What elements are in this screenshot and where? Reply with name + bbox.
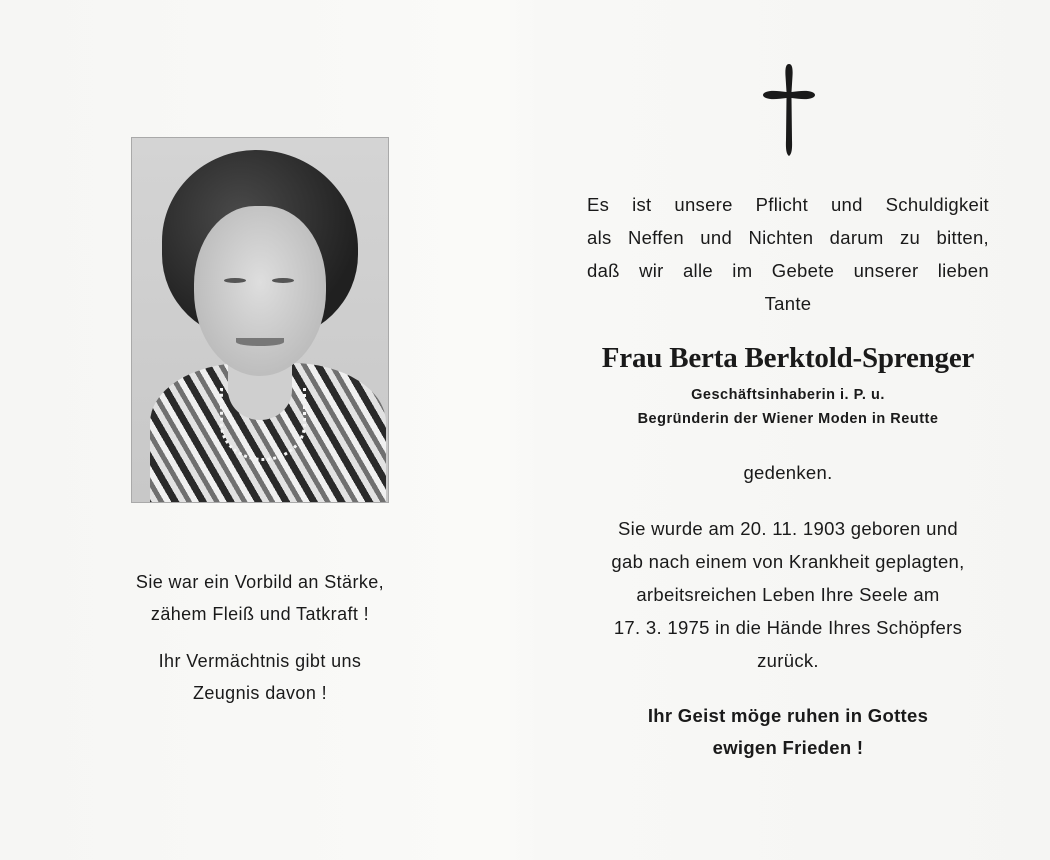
cross-icon <box>759 62 819 158</box>
quote-line: Sie war ein Vorbild an Stärke, <box>135 572 385 592</box>
right-panel <box>525 0 1050 860</box>
closing-blessing <box>565 700 1011 764</box>
bio-line: Sie wurde am 20. 11. 1903 geboren und <box>618 518 958 539</box>
quote-strength <box>80 566 440 630</box>
intro-text <box>587 188 989 320</box>
intro-line-2: als Neffen und Nichten darum zu bitten, <box>587 227 989 248</box>
closing-line: Ihr Geist möge ruhen in Gottes <box>647 705 929 726</box>
quote-line: zähem Fleiß und Tatkraft ! <box>150 604 370 624</box>
deceased-name: Frau Berta Berktold-Sprenger <box>601 342 975 374</box>
closing-line: ewigen Frieden ! <box>712 737 864 758</box>
quote-legacy <box>80 645 440 709</box>
occupation-line-1: Geschäftsinhaberin i. P. u. <box>691 387 885 403</box>
bio-line: 17. 3. 1975 in die Hände Ihres Schöpfers <box>613 617 963 638</box>
quote-line: Zeugnis davon ! <box>192 683 328 703</box>
intro-line-4: Tante <box>764 293 812 314</box>
biography-text <box>587 512 989 677</box>
occupation-line-2: Begründerin der Wiener Moden in Reutte <box>637 411 939 427</box>
bio-line: zurück. <box>757 650 819 671</box>
intro-line-3: daß wir alle im Gebete unserer lieben <box>587 260 989 281</box>
bio-line: gab nach einem von Krankheit geplagten, <box>611 551 965 572</box>
intro-line-1: Es ist unsere Pflicht und Schuldigkeit <box>587 194 989 215</box>
portrait-photo <box>131 137 389 503</box>
quote-line: Ihr Vermächtnis gibt uns <box>158 651 362 671</box>
bio-line: arbeitsreichen Leben Ihre Seele am <box>636 584 940 605</box>
gedenken-text: gedenken. <box>743 462 833 483</box>
